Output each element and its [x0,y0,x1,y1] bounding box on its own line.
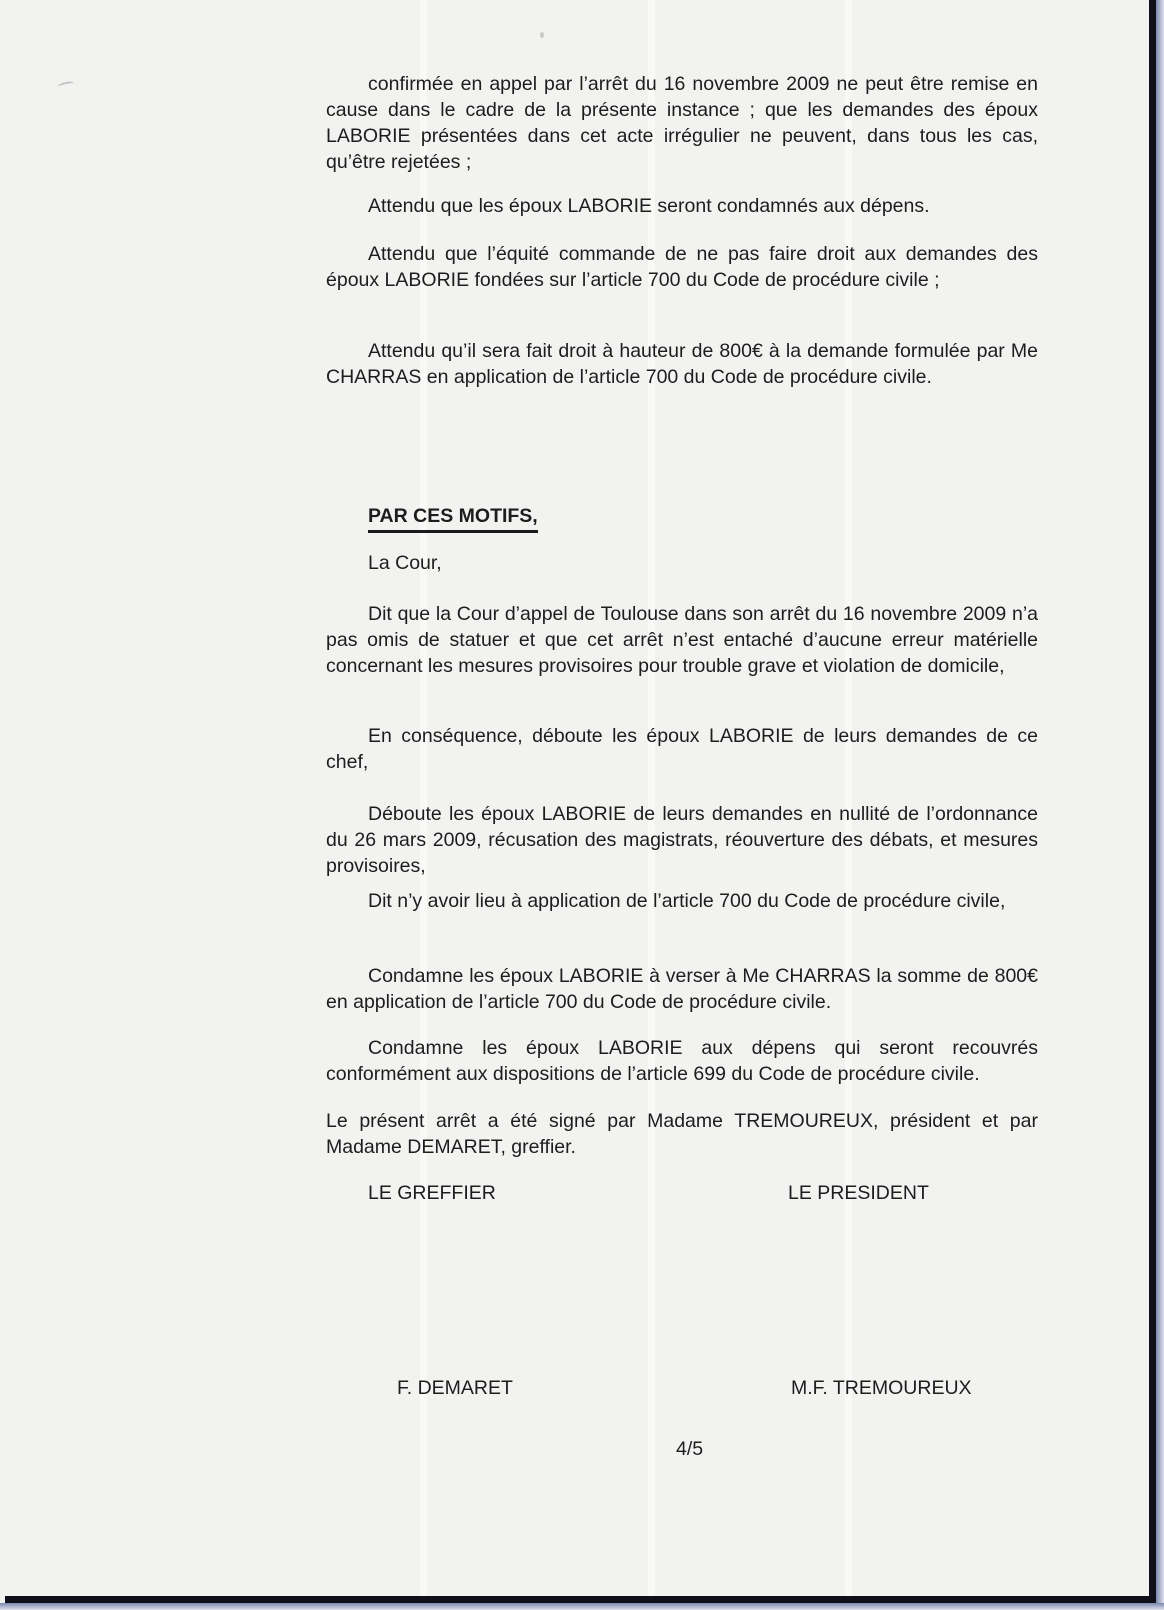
scan-smudge [58,80,75,89]
scan-edge-right [1149,0,1156,1603]
paragraph-appel-confirme: confirmée en appel par l’arrêt du 16 novembre 2009 ne peut être remise en cause dans le cadre de la présente instance ; que les demandes des époux LABORIE présentées dans cet acte irrégulier ne peuvent, dans tous les cas, qu’être rejetées ; [326,73,1038,173]
paragraph-attendu-800: Attendu qu’il sera fait droit à hauteur de 800€ à la demande formulée par Me CHARRAS en application de l’article 700 du Code de procédure civile. [326,340,1038,388]
scan-edge-bottom [5,1596,1156,1603]
la-cour-line: La Cour, [368,552,442,574]
signature-names-row [326,1375,1038,1401]
paragraph-condamne-somme: Condamne les époux LABORIE à verser à Me CHARRAS la somme de 800€ en application de l’article 700 du Code de procédure civile. [326,965,1038,1013]
motifs-heading: PAR CES MOTIFS, [368,503,538,533]
paragraph-dit-article-700: Dit n’y avoir lieu à application de l’article 700 du Code de procédure civile, [368,890,1006,912]
paragraph-attendu-depens: Attendu que les époux LABORIE seront condamnés aux dépens. [368,195,930,217]
document-content [326,0,1038,1597]
paragraph-attendu-equite: Attendu que l’équité commande de ne pas faire droit aux demandes des époux LABORIE fondées sur l’article 700 du Code de procédure civile ; [326,243,1038,291]
paragraph-condamne-depens: Condamne les époux LABORIE aux dépens qui seront recouvrés conformément aux dispositions de l’article 699 du Code de procédure civile. [326,1037,1038,1085]
president-title: LE PRESIDENT [788,1182,929,1204]
signature-titles-row [326,1180,1038,1206]
paragraph-deboute: Déboute les époux LABORIE de leurs demandes en nullité de l’ordonnance du 26 mars 2009, récusation des magistrats, réouverture des débats, et mesures provisoires, [326,803,1038,877]
paragraph-signature-notice: Le présent arrêt a été signé par Madame TREMOUREUX, président et par Madame DEMARET, greffier. [326,1110,1038,1158]
scan-edge-glow-bottom [0,1603,1164,1610]
paragraph-dit-cour-appel: Dit que la Cour d’appel de Toulouse dans son arrêt du 16 novembre 2009 n’a pas omis de statuer et que cet arrêt n’est entaché d’aucune erreur matérielle concernant les mesures provisoires pour trouble grave et violation de domicile, [326,603,1038,677]
greffier-title: LE GREFFIER [368,1182,496,1204]
paragraph-en-consequence: En conséquence, déboute les époux LABORIE de leurs demandes de ce chef, [326,725,1038,773]
page-number: 4/5 [676,1438,704,1460]
president-name: M.F. TREMOUREUX [791,1377,972,1399]
scan-edge-glow-right [1156,0,1164,1610]
greffier-name: F. DEMARET [397,1377,513,1399]
